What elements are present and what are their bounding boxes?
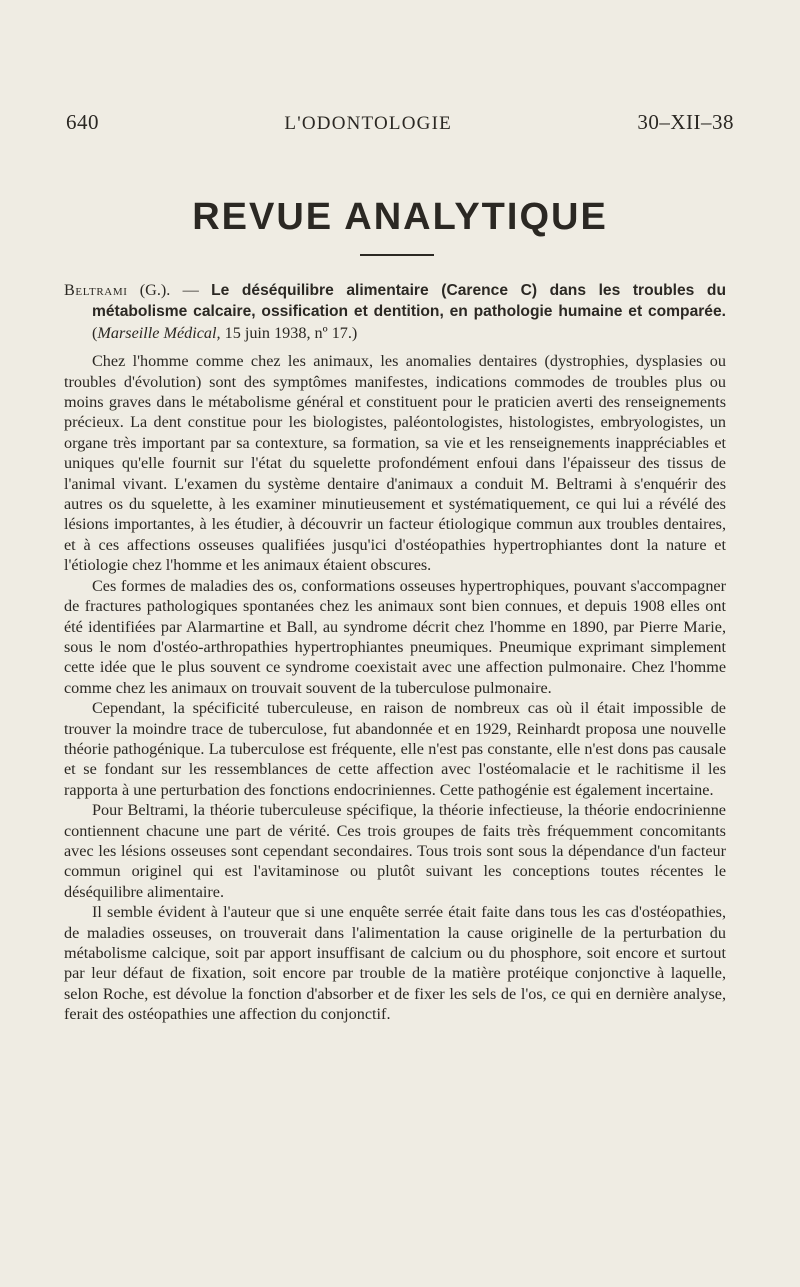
running-header [66, 110, 734, 135]
citation-author: Beltrami [64, 281, 128, 299]
paragraph: Cependant, la spécificité tuberculeuse, en raison de nombreux cas où il était impossible de trouver la moindre trace de tuberculose, fut abandonnée et en 1929, Reinhardt proposa une nouvelle théorie pathogénique. La tuberculose est fréquente, elle n'est pas constante, elle n'est dons pas causale et se fondant sur les ressemblances de cette affection avec l'ostéomalacie et le rachitisme il les rapporta à une perturbation des fonctions endocriniennes. Cette pathogénie est également incertaine. [64, 699, 726, 799]
journal-title: L'ODONTOLOGIE [284, 113, 452, 134]
page-number: 640 [66, 110, 99, 134]
citation [64, 280, 726, 343]
issue-date: 30–XII–38 [637, 110, 734, 134]
paragraph: Pour Beltrami, la théorie tuberculeuse spécifique, la théorie infectieuse, la théorie endocrinienne contiennent chacune une part de vérité. Ces trois groupes de faits très fréquemment concomitants avec les lésions osseuses sont cependant secondaires. Tous trois sont sous la dépendance d'un facteur commun originel qui est l'avitaminose ou plutôt suivant les conceptions toutes récentes le déséquilibre alimentaire. [64, 801, 726, 901]
citation-open: ( [92, 323, 98, 342]
citation-title: Le déséquilibre alimentaire (Carence C) dans les troubles du métabolisme calcaire, ossification et dentition, en pathologie humaine et comparée. [92, 282, 726, 321]
paragraph: Il semble évident à l'auteur que si une enquête serrée était faite dans tous les cas d'ostéopathies, de maladies osseuses, on trouverait dans l'alimentation la cause originelle de la perturbation du métabolisme calcique, soit par apport insuffisant de calcium ou du phosphore, soit encore et surtout par leur défaut de fixation, soit encore par trouble de la matière protéique conjonctive à laquelle, selon Roche, est dévolue la fonction d'absorber et de fixer les sels de l'os, ce qui en dernière analyse, ferait des ostéopathies une affection du conjonctif. [64, 903, 726, 1024]
paragraph: Ces formes de maladies des os, conformations osseuses hypertrophiques, pouvant s'accompagner de fractures pathologiques spontanées chez les animaux sont bien connues, et depuis 1908 elles ont été identifiées par Alarmartine et Ball, au syndrome décrit chez l'homme en 1890, par Pierre Marie, sous le nom d'ostéo-arthropathies hypertrophiantes pneumiques. Pneumique exprimant simplement cette idée que le plus souvent ce syndrome coexistait avec une affection pulmonaire. Chez l'homme comme chez les animaux on trouvait souvent de la tuberculose pulmonaire. [64, 576, 726, 697]
title-rule [360, 254, 434, 256]
citation-initials: (G.). — [127, 281, 212, 299]
paragraph: Chez l'homme comme chez les animaux, les anomalies dentaires (dystrophies, dysplasies ou troubles d'évolution) sont des symptômes manifestes, indications commodes de troubles plus ou moins graves dans le métabolisme général et constituent pour le praticien averti des renseignements précieux. La dent constitue pour les biologistes, paléontologistes, histologistes, embryologistes, un organe très important par sa contexture, sa formation, sa vie et les renseignements inappréciables et uniques qu'elle fournit sur l'état du squelette profondément enfoui dans l'épaisseur des tissus de l'animal vivant. L'examen du système dentaire d'animaux a conduit M. Beltrami à s'enquérir des autres os du squelette, à les examiner minutieusement et systématiquement, ce qui lui a révélé des lésions importantes, à les étudier, à découvrir un facteur étiologique commun aux troubles dentaires, et à ces affections osseuses qualifiées jusqu'ici d'ostéopathies hypertrophiantes dont la nature et l'étiologie chez l'homme et les animaux étaient obscures. [64, 352, 726, 575]
article-body [64, 280, 726, 1025]
section-title: REVUE ANALYTIQUE [192, 196, 608, 238]
citation-source: Marseille Médical, [97, 323, 221, 342]
citation-details: 15 juin 1938, nº 17.) [220, 323, 358, 342]
